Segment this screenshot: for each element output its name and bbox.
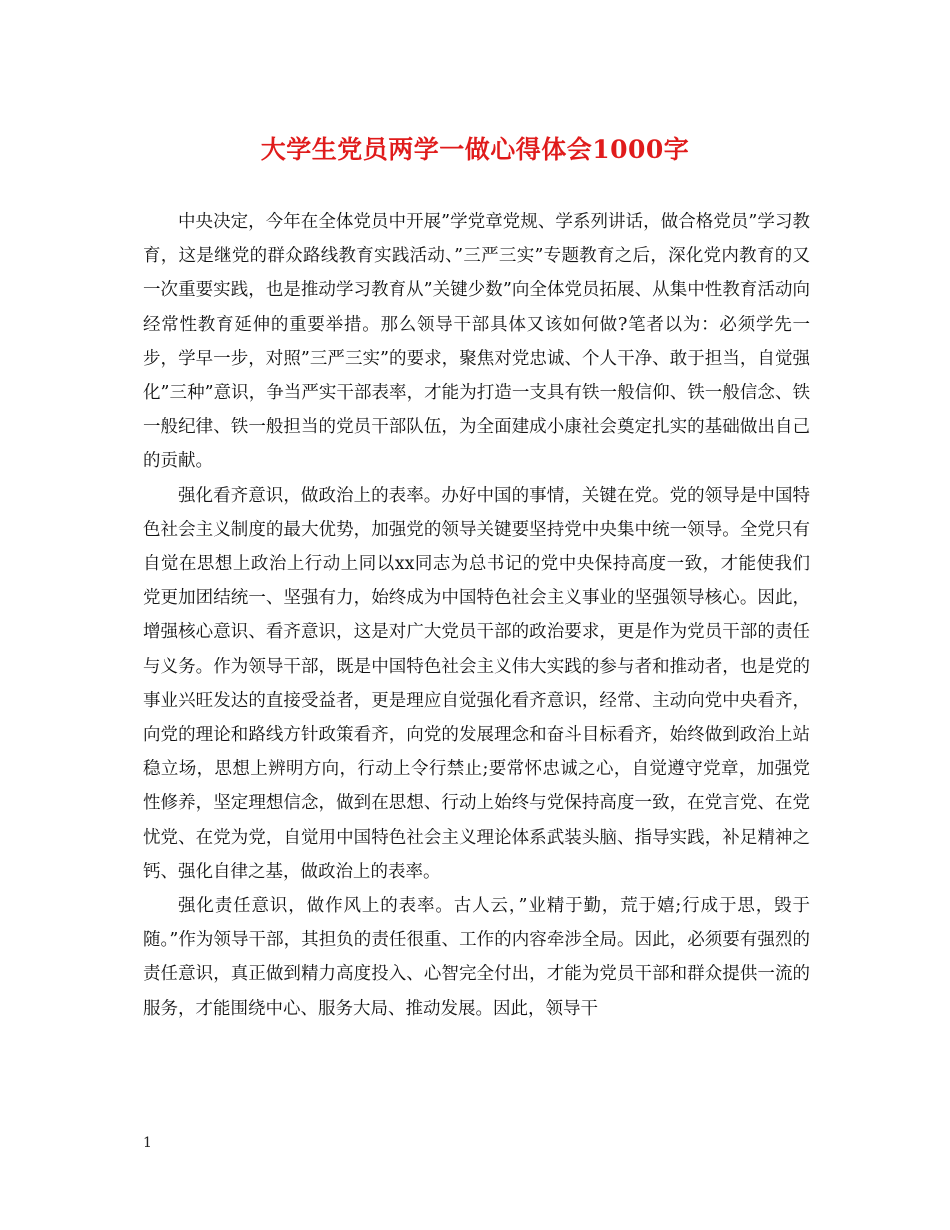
page-number: 1 xyxy=(143,1135,152,1151)
document-title: 大学生党员两学一做心得体会1000字 xyxy=(260,135,690,164)
paragraph-1: 中央决定，今年在全体党员中开展”学党章党规、学系列讲话，做合格党员”学习教育，这是继党的群众路线教育实践活动、”三严三实”专题教育之后，深化党内教育的又一次重要实践，也是推动学习教育从”关键少数”向全体党员拓展、从集中性教育活动向经常性教育延伸的重要举措。那么领导干部具体又该如何做?笔者以为：必须学先一步，学早一步，对照”三严三实”的要求，聚焦对党忠诚、个人干净、敢于担当，自觉强化”三种”意识，争当严实干部表率，才能为打造一支具有铁一般信仰、铁一般信念、铁一般纪律、铁一般担当的党员干部队伍，为全面建成小康社会奠定扎实的基础做出自己的贡献。 xyxy=(143,212,810,472)
document-body xyxy=(143,205,810,1026)
paragraph-2: 强化看齐意识，做政治上的表率。办好中国的事情，关键在党。党的领导是中国特色社会主义制度的最大优势，加强党的领导关键要坚持党中央集中统一领导。全党只有自觉在思想上政治上行动上同以xx同志为总书记的党中央保持高度一致，才能使我们党更加团结统一、坚强有力，始终成为中国特色社会主义事业的坚强领导核心。因此，增强核心意识、看齐意识，这是对广大党员干部的政治要求，更是作为党员干部的责任与义务。作为领导干部，既是中国特色社会主义伟大实践的参与者和推动者，也是党的事业兴旺发达的直接受益者，更是理应自觉强化看齐意识，经常、主动向党中央看齐，向党的理论和路线方针政策看齐，向党的发展理念和奋斗目标看齐，始终做到政治上站稳立场，思想上辨明方向，行动上令行禁止;要常怀忠诚之心，自觉遵守党章，加强党性修养，坚定理想信念，做到在思想、行动上始终与党保持高度一致，在党言党、在党忧党、在党为党，自觉用中国特色社会主义理论体系武装头脑、指导实践，补足精神之钙、强化自律之基，做政治上的表率。 xyxy=(143,485,810,882)
paragraph-3: 强化责任意识，做作风上的表率。古人云，”业精于勤，荒于嬉;行成于思，毁于随。”作为领导干部，其担负的责任很重、工作的内容牵涉全局。因此，必须要有强烈的责任意识，真正做到精力高度投入、心智完全付出，才能为党员干部和群众提供一流的服务，才能围绕中心、服务大局、推动发展。因此，领导干 xyxy=(143,896,810,1019)
